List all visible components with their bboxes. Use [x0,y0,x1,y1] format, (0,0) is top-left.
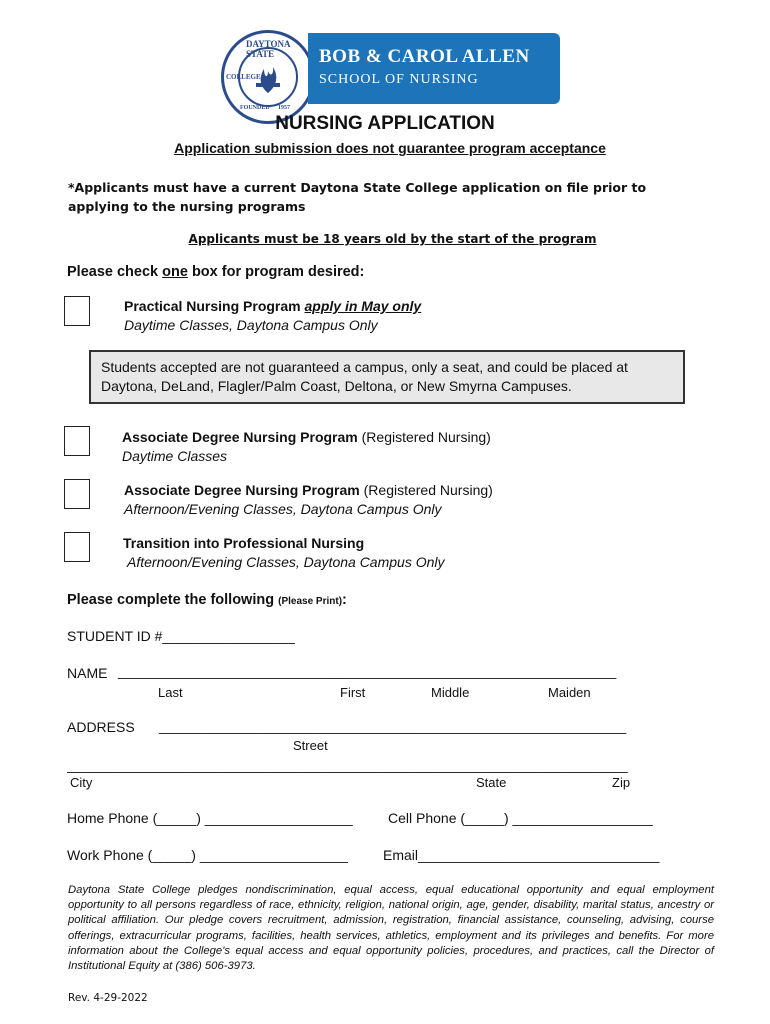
revision-date: Rev. 4-29-2022 [68,992,148,1004]
nondiscrimination-statement: Daytona State College pledges nondiscrimination, equal access, equal educational opportunity and equal employment opportunity to all persons regardless of race, ethnicity, religion, national origin, age, gender, disability, marital status, ancestry or political affiliation. Our pledge covers recruitment, admission, registration, financial assistance, counseling, advising, course offerings, extracurricular programs, facilities, health services, athletics, employment and its privileges and benefits. For more information about the College's equal access and equal opportunity policies, procedures, and practices, call the Director of Institutional Equity at (386) 506-3973. [68,884,714,973]
seal-top-text: DAYTONA STATE [246,39,291,59]
student-id-field[interactable]: STUDENT ID #_________________ [67,628,295,644]
cell-phone-field[interactable]: Cell Phone (_____) __________________ [388,810,653,826]
college-seal-logo [221,30,315,124]
banner-line-2: SCHOOL OF NURSING [319,72,479,87]
last-name-label: Last [158,685,183,700]
city-label: City [70,775,93,790]
seal-side-text: COLLEGE [226,73,261,81]
home-phone-field[interactable]: Home Phone (_____) ___________________ [67,810,353,826]
address-label: ADDRESS [67,719,135,735]
banner-line-1: BOB & CAROL ALLEN [319,46,530,67]
checkbox-adn-evening[interactable] [64,479,90,509]
school-name-banner [308,33,560,104]
complete-following-heading: Please complete the following (Please Print): [67,592,347,608]
seal-founded-text: FOUNDED [240,105,270,111]
program-selection-heading: Please check one box for program desired: [67,264,365,280]
work-phone-field[interactable]: Work Phone (_____) ___________________ [67,847,348,863]
city-state-zip-field[interactable]: ________________________________________________________________________ [67,757,628,773]
first-name-label: First [340,685,366,700]
page-subtitle: Application submission does not guarantee program acceptance [174,140,606,156]
age-requirement-note: Applicants must be 18 years old by the start of the program [188,232,597,246]
maiden-name-label: Maiden [548,685,591,700]
middle-name-label: Middle [431,685,470,700]
seal-year-text: 1957 [278,105,290,111]
program-adn-evening: Associate Degree Nursing Program (Registered Nursing) Afternoon/Evening Classes, Daytona Campus Only [124,482,493,517]
state-label: State [476,775,507,790]
application-note: *Applicants must have a current Daytona State College application on file prior to applying to the nursing programs [68,180,647,214]
program-practical-nursing: Practical Nursing Program apply in May only Daytime Classes, Daytona Campus Only [124,298,422,333]
checkbox-practical-nursing[interactable] [64,296,90,326]
street-label: Street [293,738,328,753]
email-field[interactable]: Email_______________________________ [383,847,660,863]
zip-label: Zip [612,775,631,790]
checkbox-adn-daytime[interactable] [64,426,90,456]
campus-notice-box: Students accepted are not guaranteed a campus, only a seat, and could be placed at Daytona, DeLand, Flagler/Palm Coast, Deltona, or New Smyrna Campuses. [89,350,685,404]
name-field[interactable]: ________________________________________________________________ [118,663,617,679]
name-label: NAME [67,665,108,681]
program-adn-daytime: Associate Degree Nursing Program (Registered Nursing) Daytime Classes [122,429,491,464]
program-transition-nursing: Transition into Professional Nursing Afternoon/Evening Classes, Daytona Campus Only [123,535,445,570]
page-title: NURSING APPLICATION [275,113,495,134]
address-field[interactable]: ____________________________________________________________ [159,718,627,734]
checkbox-transition-nursing[interactable] [64,532,90,562]
